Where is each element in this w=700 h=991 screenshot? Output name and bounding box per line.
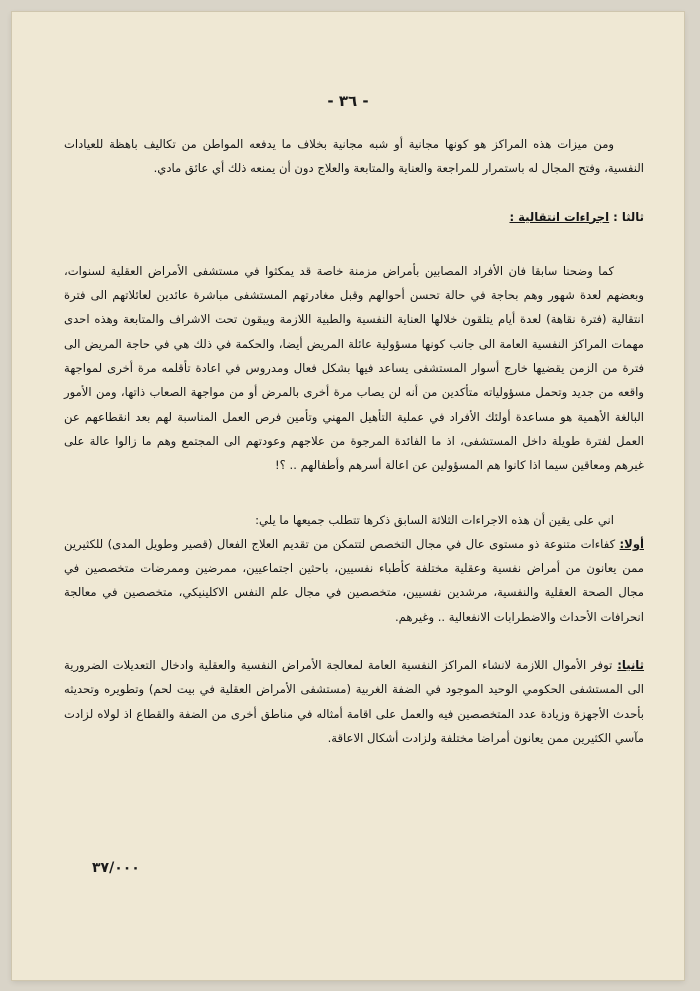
intro-paragraph: ومن ميزات هذه المراكز هو كونها مجانية أو شبه مجانية بخلاف ما يدفعه المواطن من تكاليف باهظة للعيادات النفسية، وفتح المجال له باستمرار للمراجعة والعناية والمتابعة والعلاج دون أن يمنعه ذلك أي عائق مادي. (64, 137, 644, 176)
requirement-first-label: أولا: (619, 536, 644, 551)
requirement-second (64, 653, 644, 750)
requirements-intro: اني على يقين أن هذه الاجراءات الثلاثة السابق ذكرها تتطلب جميعها ما يلي: (255, 512, 614, 527)
document-page (12, 12, 684, 980)
section-three-label: ثالثا : (613, 209, 644, 224)
requirement-first (64, 532, 644, 629)
section-three-title: اجراءات انتقالية : (509, 209, 610, 224)
transitional-paragraph: كما وضحنا سابقا فان الأفراد المصابين بأمراض مزمنة خاصة قد يمكثوا في مستشفى الأمراض العقلية لسنوات، وبعضهم لعدة شهور وهم بحاجة في حالة تحسن أحوالهم وقبل مغادرتهم المستشفى مباشرة عائدين لعائلاتهم الى فترة انتقالية (فترة نقاهة) لعدة أيام يتلقون خلالها العناية النفسية والطبية اللازمة ويبقون تحت الاشراف والمتابعة وهذه احدى مهمات المراكز النفسية العامة الى جانب كونها مسؤولية عائلة المريض أيضا، والحكمة في ذلك هي في حاجة المريض الى فترة من الزمن يقضيها خارج أسوار المستشفى يساعد فيها بشكل فعال ومدروس في اعادة تأقلمه مرة أخرى لمواجهة واقعه من جديد وتحمل مسؤولياته متأكدين من أنه لن يصاب مرة أخرى بالمرض أو من مواجهة الصعاب ذاتها، ومن الأمور البالغة الأهمية هو مساعدة أولئك الأفراد في عملية التأهيل المهني وتأمين فرص العمل المناسبة لهم بعد انقطاعهم عن العمل لفترة طويلة داخل المستشفى، اذ ما الفائدة المرجوة من علاجهم وعودتهم الى المجتمع وهم ما زالوا عالة على غيرهم ومعاقين سيما اذا كانوا هم المسؤولين عن اعالة أسرهم وأطفالهم .. ؟! (64, 263, 644, 473)
reference-number: ٣٧/٠٠٠ (92, 860, 140, 876)
requirement-second-text: توفر الأموال اللازمة لانشاء المراكز النفسية العامة لمعالجة الأمراض النفسية والعقلية وادخال التعديلات الضرورية الى المستشفى الحكومي الوحيد الموجود في الضفة الغربية (مستشفى الأمراض العقلية في بيت لحم) وتطويره وتحديثه بأحدث الأجهزة وزيادة عدد المتخصصين فيه والعمل على اقامة أمثاله في مناطق أخرى من الضفة والقطاع اذ لولاه لزادت مآسي الكثيرين ممن يعانون أمراضا مختلفة ولزادت أشكال الاعاقة. (64, 658, 644, 745)
section-three-heading (64, 205, 644, 229)
document-body (64, 132, 644, 750)
requirement-second-label: ثانيا: (617, 658, 645, 673)
page-number: - ٣٦ - (327, 92, 369, 110)
requirement-first-text: كفاءات متنوعة ذو مستوى عال في مجال التخصص لتتمكن من تقديم العلاج الفعال (قصير وطويل المدى) للكثيرين ممن يعانون من أمراض نفسية وعقلية مختلفة كأطباء نفسيين، باحثين اجتماعيين، ممرضين وممرضات متخصصين في مجال الصحة العقلية والنفسية، مرشدين نفسيين، متخصصين في مجال علم النفس الاكلينيكي، متخصصين في معالجة انحرافات الأحداث والاضطرابات الانفعالية .. وغيرهم. (64, 536, 644, 624)
